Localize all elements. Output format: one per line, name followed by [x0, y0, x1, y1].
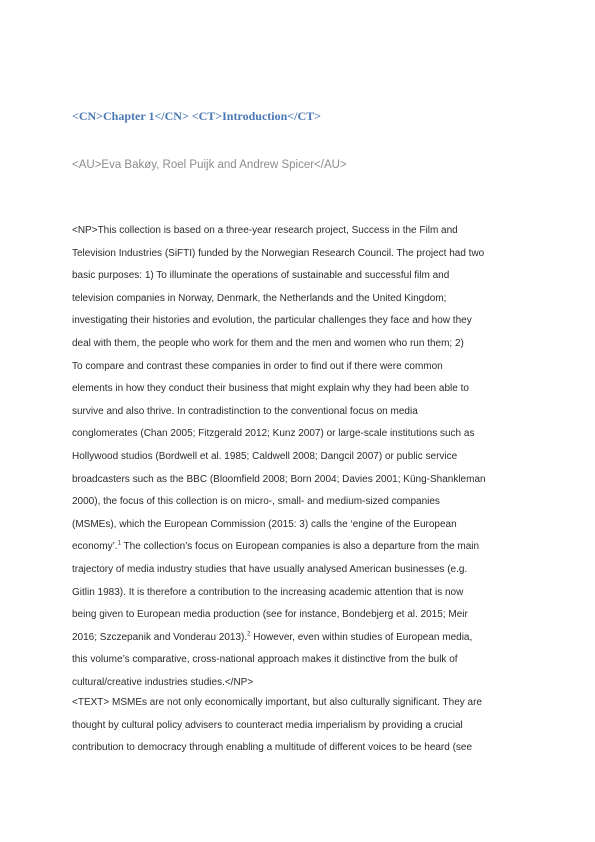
body-paragraph-2: [72, 692, 524, 760]
text-line: cultural/creative industries studies.</NP>: [72, 676, 254, 688]
text-line-with-note: [72, 536, 524, 559]
text-line: conglomerates (Chan 2005; Fitzgerald 2012; Kunz 2007) or large-scale institutions such as: [72, 428, 475, 440]
text-segment: 2016; Szczepanik and Vonderau 2013).: [72, 631, 248, 643]
text-line: 2000), the focus of this collection is on micro-, small- and medium-sized companies: [72, 496, 440, 508]
text-line: Gitlin 1983). It is therefore a contribution to the increasing academic attention that is now: [72, 586, 464, 598]
text-line: being given to European media production (see for instance, Bondebjerg et al. 2015; Meir: [72, 609, 468, 621]
text-segment: economy’.: [72, 541, 118, 553]
text-line: Hollywood studios (Bordwell et al. 1985; Caldwell 2008; Dangcil 2007) or public service: [72, 450, 458, 462]
text-line: survive and also thrive. In contradistinction to the conventional focus on media: [72, 405, 418, 417]
text-line: To compare and contrast these companies in order to find out if there were common: [72, 360, 443, 372]
footnote-reference[interactable]: 1: [117, 540, 121, 547]
text-line-with-note: [72, 627, 524, 650]
text-line: contribution to democracy through enabling a multitude of different voices to be heard (see: [72, 742, 473, 754]
text-line: this volume’s comparative, cross-national approach makes it distinctive from the bulk of: [72, 654, 458, 666]
footnote-reference[interactable]: 2: [247, 631, 251, 638]
text-line: elements in how they conduct their business that might explain why they had been able to: [72, 383, 469, 395]
text-line: <TEXT> MSMEs are not only economically important, but also culturally significant. They are: [72, 697, 482, 708]
text-line: trajectory of media industry studies that have usually analysed American businesses (e.g.: [72, 563, 468, 575]
text-line: investigating their histories and evolution, the particular challenges they face and how they: [72, 315, 472, 327]
text-line: thought by cultural policy advisers to counteract media imperialism by providing a crucial: [72, 719, 463, 731]
text-line: television companies in Norway, Denmark, the Netherlands and the United Kingdom;: [72, 292, 447, 304]
text-line: broadcasters such as the BBC (Bloomfield 2008; Born 2004; Davies 2001; Küng-Shankleman: [72, 473, 486, 485]
text-line: basic purposes: 1) To illuminate the operations of sustainable and successful film and: [72, 270, 450, 282]
chapter-heading: <CN>Chapter 1</CN> <CT>Introduction</CT>: [72, 109, 321, 123]
text-segment: The collection’s focus on European companies is also a departure from the main: [120, 541, 480, 553]
text-line: Television Industries (SiFTI) funded by the Norwegian Research Council. The project had two: [72, 247, 485, 259]
text-line: deal with them, the people who work for them and the men and women who run them; 2): [72, 337, 464, 349]
body-paragraph-1: [72, 220, 524, 694]
author-line: <AU>Eva Bakøy, Roel Puijk and Andrew Spicer</AU>: [72, 159, 347, 171]
text-line: (MSMEs), which the European Commission (2015: 3) calls the ‘engine of the European: [72, 518, 457, 530]
text-line: <NP>This collection is based on a three-year research project, Success in the Film and: [72, 225, 458, 236]
text-segment: However, even within studies of European media,: [250, 631, 473, 643]
